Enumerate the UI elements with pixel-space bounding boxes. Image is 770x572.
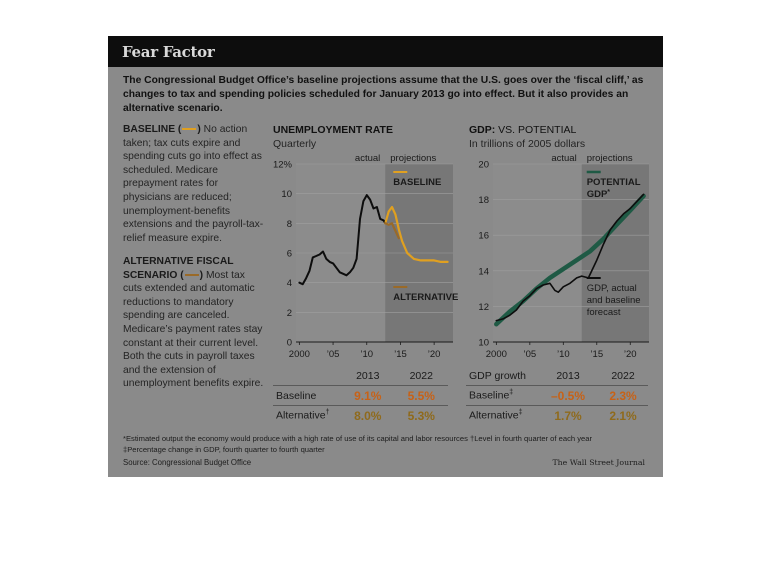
- gdp-title-bold: GDP:: [469, 124, 496, 136]
- y-tick-label: 0: [286, 337, 292, 349]
- table-corner: [273, 367, 341, 386]
- row-label-text: Alternative: [469, 409, 519, 422]
- x-tick-label: 2000: [485, 349, 507, 360]
- alternative-heading-line2: SCENARIO (: [123, 269, 184, 281]
- table-row: [273, 406, 448, 426]
- baseline-series-label: BASELINE: [393, 177, 442, 188]
- unemployment-table: [273, 367, 448, 425]
- footnote-line: ‡Percentage change in GDP, fourth quarter to fourth quarter: [123, 445, 325, 454]
- baseline-description: No action taken; tax cuts expire and spending cuts go into effect as scheduled. Medicare prepayment rates for physicians are reduced; unemployment-benefits extensions and the payroll-tax-relief measure expire.: [123, 124, 264, 244]
- value-cell: 2.1%: [609, 408, 637, 423]
- gdp-chart-subtitle: In trillions of 2005 dollars: [469, 138, 586, 150]
- y-tick-label: 20: [478, 159, 489, 171]
- table-col-2022: 2022: [598, 367, 648, 386]
- value-cell: 1.7%: [554, 408, 582, 423]
- footnotes: [123, 433, 653, 455]
- y-tick-label: 4: [286, 278, 292, 290]
- table-row: [466, 406, 648, 426]
- y-tick-label: 14: [478, 266, 489, 278]
- unemployment-chart-title: UNEMPLOYMENT RATE: [273, 124, 393, 136]
- gdp-growth-table: [466, 367, 648, 425]
- infographic-panel: [108, 36, 663, 477]
- baseline-heading: BASELINE (: [123, 124, 182, 135]
- x-tick-label: ’05: [326, 349, 340, 360]
- x-tick-label: ’10: [360, 349, 374, 360]
- row-label: Baseline: [273, 386, 341, 406]
- y-tick-label: 16: [478, 230, 489, 242]
- y-tick-label: 10: [478, 337, 489, 349]
- x-tick-label: ’20: [623, 349, 637, 360]
- y-tick-label: 12: [478, 301, 489, 313]
- value-cell: 8.0%: [354, 408, 382, 423]
- row-label-sup: ‡: [518, 409, 523, 417]
- alternative-description: Most tax cuts extended and automatic reductions to mandatory spending are canceled. Medicare’s payment rates stay constant at their current level. Both the cuts in payroll taxes and the extension of unemployment benefits expire.: [123, 269, 264, 390]
- row-label: [466, 386, 538, 406]
- value-cell: 5.5%: [395, 386, 449, 406]
- actual-period-label: actual: [551, 154, 577, 164]
- potential-gdp-label-2: GDP*: [586, 189, 611, 200]
- gdp-actual-label: GDP, actual: [586, 283, 637, 294]
- projection-period-label: projections: [390, 154, 437, 164]
- y-tick-label: 18: [478, 195, 489, 207]
- alternative-heading-line1: ALTERNATIVE FISCAL: [123, 256, 234, 267]
- table-col-2013: 2013: [538, 367, 598, 386]
- unemployment-chart: [266, 154, 461, 369]
- unemployment-chart-subtitle: Quarterly: [273, 138, 317, 150]
- x-tick-label: ’05: [523, 349, 537, 360]
- value-cell: 9.1%: [341, 386, 395, 406]
- y-tick-label: 2: [286, 307, 292, 319]
- alternative-explainer: [123, 255, 266, 391]
- potential-gdp-label: POTENTIAL: [586, 177, 641, 188]
- gdp-chart-title: [469, 124, 576, 136]
- y-tick-label: 12%: [272, 159, 292, 171]
- gdp-title-rest: VS. POTENTIAL: [495, 124, 577, 136]
- source-line: Source: Congressional Budget Office: [123, 458, 252, 467]
- baseline-legend-swatch: [182, 128, 196, 130]
- row-label-text: Alternative: [276, 409, 326, 422]
- unemployment-table-header: [273, 367, 448, 386]
- table-row: [273, 386, 448, 406]
- table-row: [466, 386, 648, 406]
- row-label-sup: ‡: [509, 389, 514, 397]
- gdp-growth-head: GDP growth: [466, 367, 538, 386]
- alternative-legend-swatch: [185, 274, 199, 276]
- value-cell: –0.5%: [538, 386, 598, 406]
- alternative-heading-close: ): [199, 269, 204, 281]
- baseline-heading-close: ): [197, 124, 201, 135]
- x-tick-label: ’15: [394, 349, 407, 360]
- baseline-explainer: [123, 123, 266, 245]
- table-col-2013: 2013: [341, 367, 395, 386]
- x-tick-label: 2000: [288, 349, 310, 360]
- row-label: [273, 406, 341, 426]
- row-label-sup: †: [325, 409, 330, 417]
- value-cell: 5.3%: [407, 408, 435, 423]
- page-title: Fear Factor: [122, 43, 215, 61]
- footnote-line: *Estimated output the economy would produce with a high rate of use of its capital and labor resources †Level in fourth quarter of each year: [123, 434, 592, 443]
- gdp-table-header: [466, 367, 648, 386]
- x-tick-label: ’15: [590, 349, 604, 360]
- potential-gdp-sup: *: [607, 189, 611, 196]
- row-label-text: Baseline: [469, 389, 510, 402]
- gdp-chart: [463, 154, 655, 369]
- gdp-actual-label: and baseline: [586, 295, 641, 306]
- gdp-actual-label: forecast: [586, 307, 621, 318]
- y-tick-label: 10: [281, 189, 292, 201]
- intro-text: The Congressional Budget Office’s baseline projections assume that the U.S. goes over the ‘fiscal cliff,’ as changes to tax and spending policies scheduled for January 2013 go into effect. But it also provides an alternative scenario.: [123, 75, 644, 114]
- y-tick-label: 6: [286, 248, 292, 260]
- value-cell: 2.3%: [598, 386, 648, 406]
- table-col-2022: 2022: [395, 367, 449, 386]
- title-bar: [108, 36, 663, 67]
- alternative-series-label: ALTERNATIVE: [393, 292, 459, 303]
- credit-line: The Wall Street Journal: [552, 458, 645, 467]
- x-tick-label: ’10: [556, 349, 570, 360]
- row-label: [466, 406, 538, 426]
- y-tick-label: 8: [286, 218, 292, 230]
- actual-period-label: actual: [354, 154, 381, 164]
- x-tick-label: ’20: [427, 349, 441, 360]
- projection-period-label: projections: [586, 154, 633, 164]
